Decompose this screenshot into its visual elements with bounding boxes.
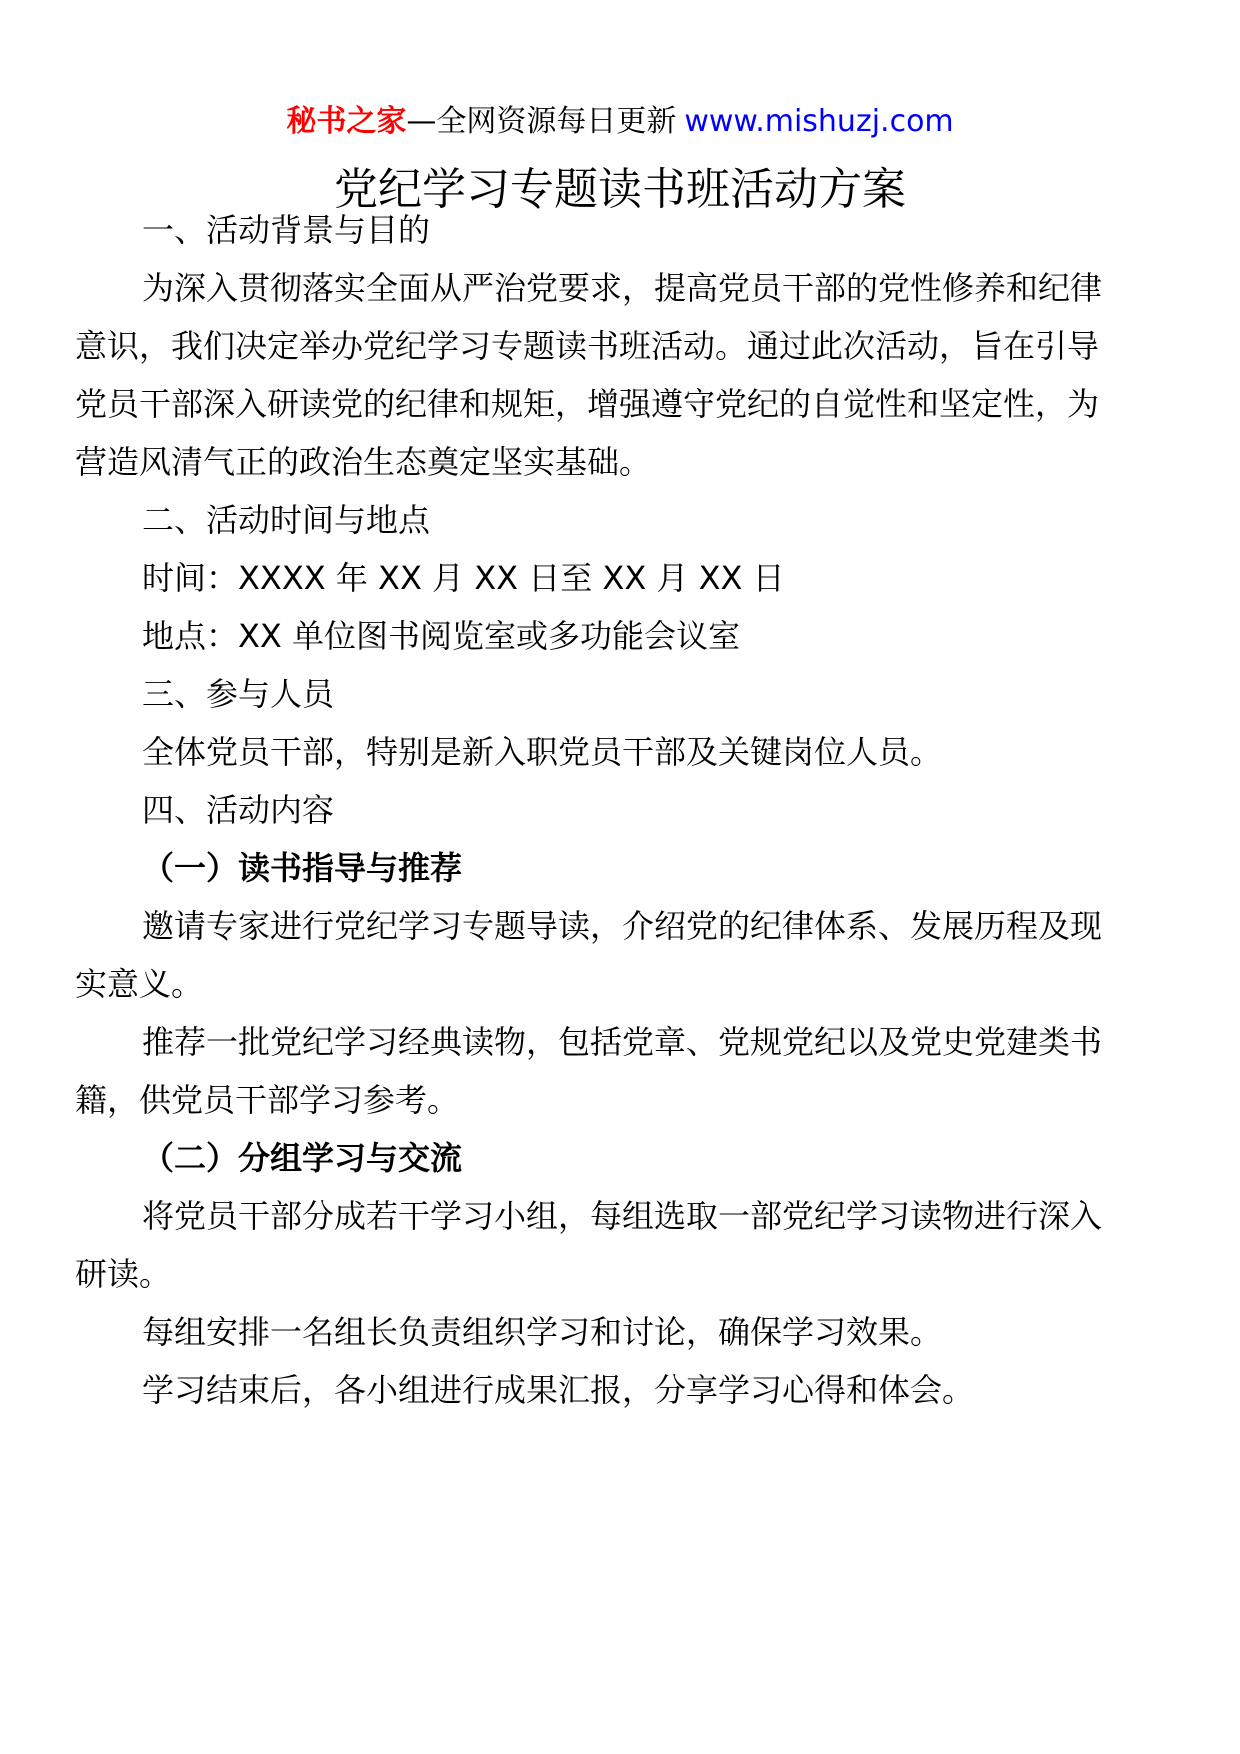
document-title: 党纪学习专题读书班活动方案: [334, 164, 906, 215]
subsection-heading: （二）分组学习与交流: [142, 1139, 463, 1177]
section-heading: 一、活动背景与目的: [142, 211, 431, 249]
paragraph-line: 党员干部深入研读党的纪律和规矩，增强遵守党纪的自觉性和坚定性，为: [75, 385, 1100, 423]
activity-time: 时间：XXXX 年 XX 月 XX 日至 XX 月 XX 日: [142, 559, 785, 597]
paragraph-line: 邀请专家进行党纪学习专题导读，介绍党的纪律体系、发展历程及现: [142, 907, 1103, 945]
paragraph-line: 籍，供党员干部学习参考。: [75, 1081, 460, 1119]
section-heading: 四、活动内容: [142, 791, 335, 829]
paragraph-line: 实意义。: [75, 965, 204, 1003]
site-url-link[interactable]: www.mishuzj.com: [684, 104, 954, 139]
section-heading: 三、参与人员: [142, 675, 335, 713]
paragraph-line: 将党员干部分成若干学习小组，每组选取一部党纪学习读物进行深入: [142, 1197, 1103, 1235]
paragraph-line: 研读。: [75, 1255, 172, 1293]
paragraph-line: 每组安排一名组长负责组织学习和讨论，确保学习效果。: [142, 1313, 943, 1351]
site-brand: 秘书之家: [286, 104, 407, 139]
paragraph-line: 营造风清气正的政治生态奠定坚实基础。: [75, 443, 652, 481]
site-banner: [0, 100, 1240, 144]
paragraph-line: 推荐一批党纪学习经典读物，包括党章、党规党纪以及党史党建类书: [142, 1023, 1103, 1061]
paragraph-line: 学习结束后，各小组进行成果汇报，分享学习心得和体会。: [142, 1371, 975, 1409]
site-tagline: —全网资源每日更新: [406, 104, 677, 139]
activity-place: 地点：XX 单位图书阅览室或多功能会议室: [142, 617, 741, 655]
paragraph-line: 为深入贯彻落实全面从严治党要求，提高党员干部的党性修养和纪律: [142, 269, 1103, 307]
subsection-heading: （一）读书指导与推荐: [142, 849, 463, 887]
section-heading: 二、活动时间与地点: [142, 501, 431, 539]
paragraph-line: 意识，我们决定举办党纪学习专题读书班活动。通过此次活动，旨在引导: [75, 327, 1100, 365]
participants-text: 全体党员干部，特别是新入职党员干部及关键岗位人员。: [142, 733, 943, 771]
